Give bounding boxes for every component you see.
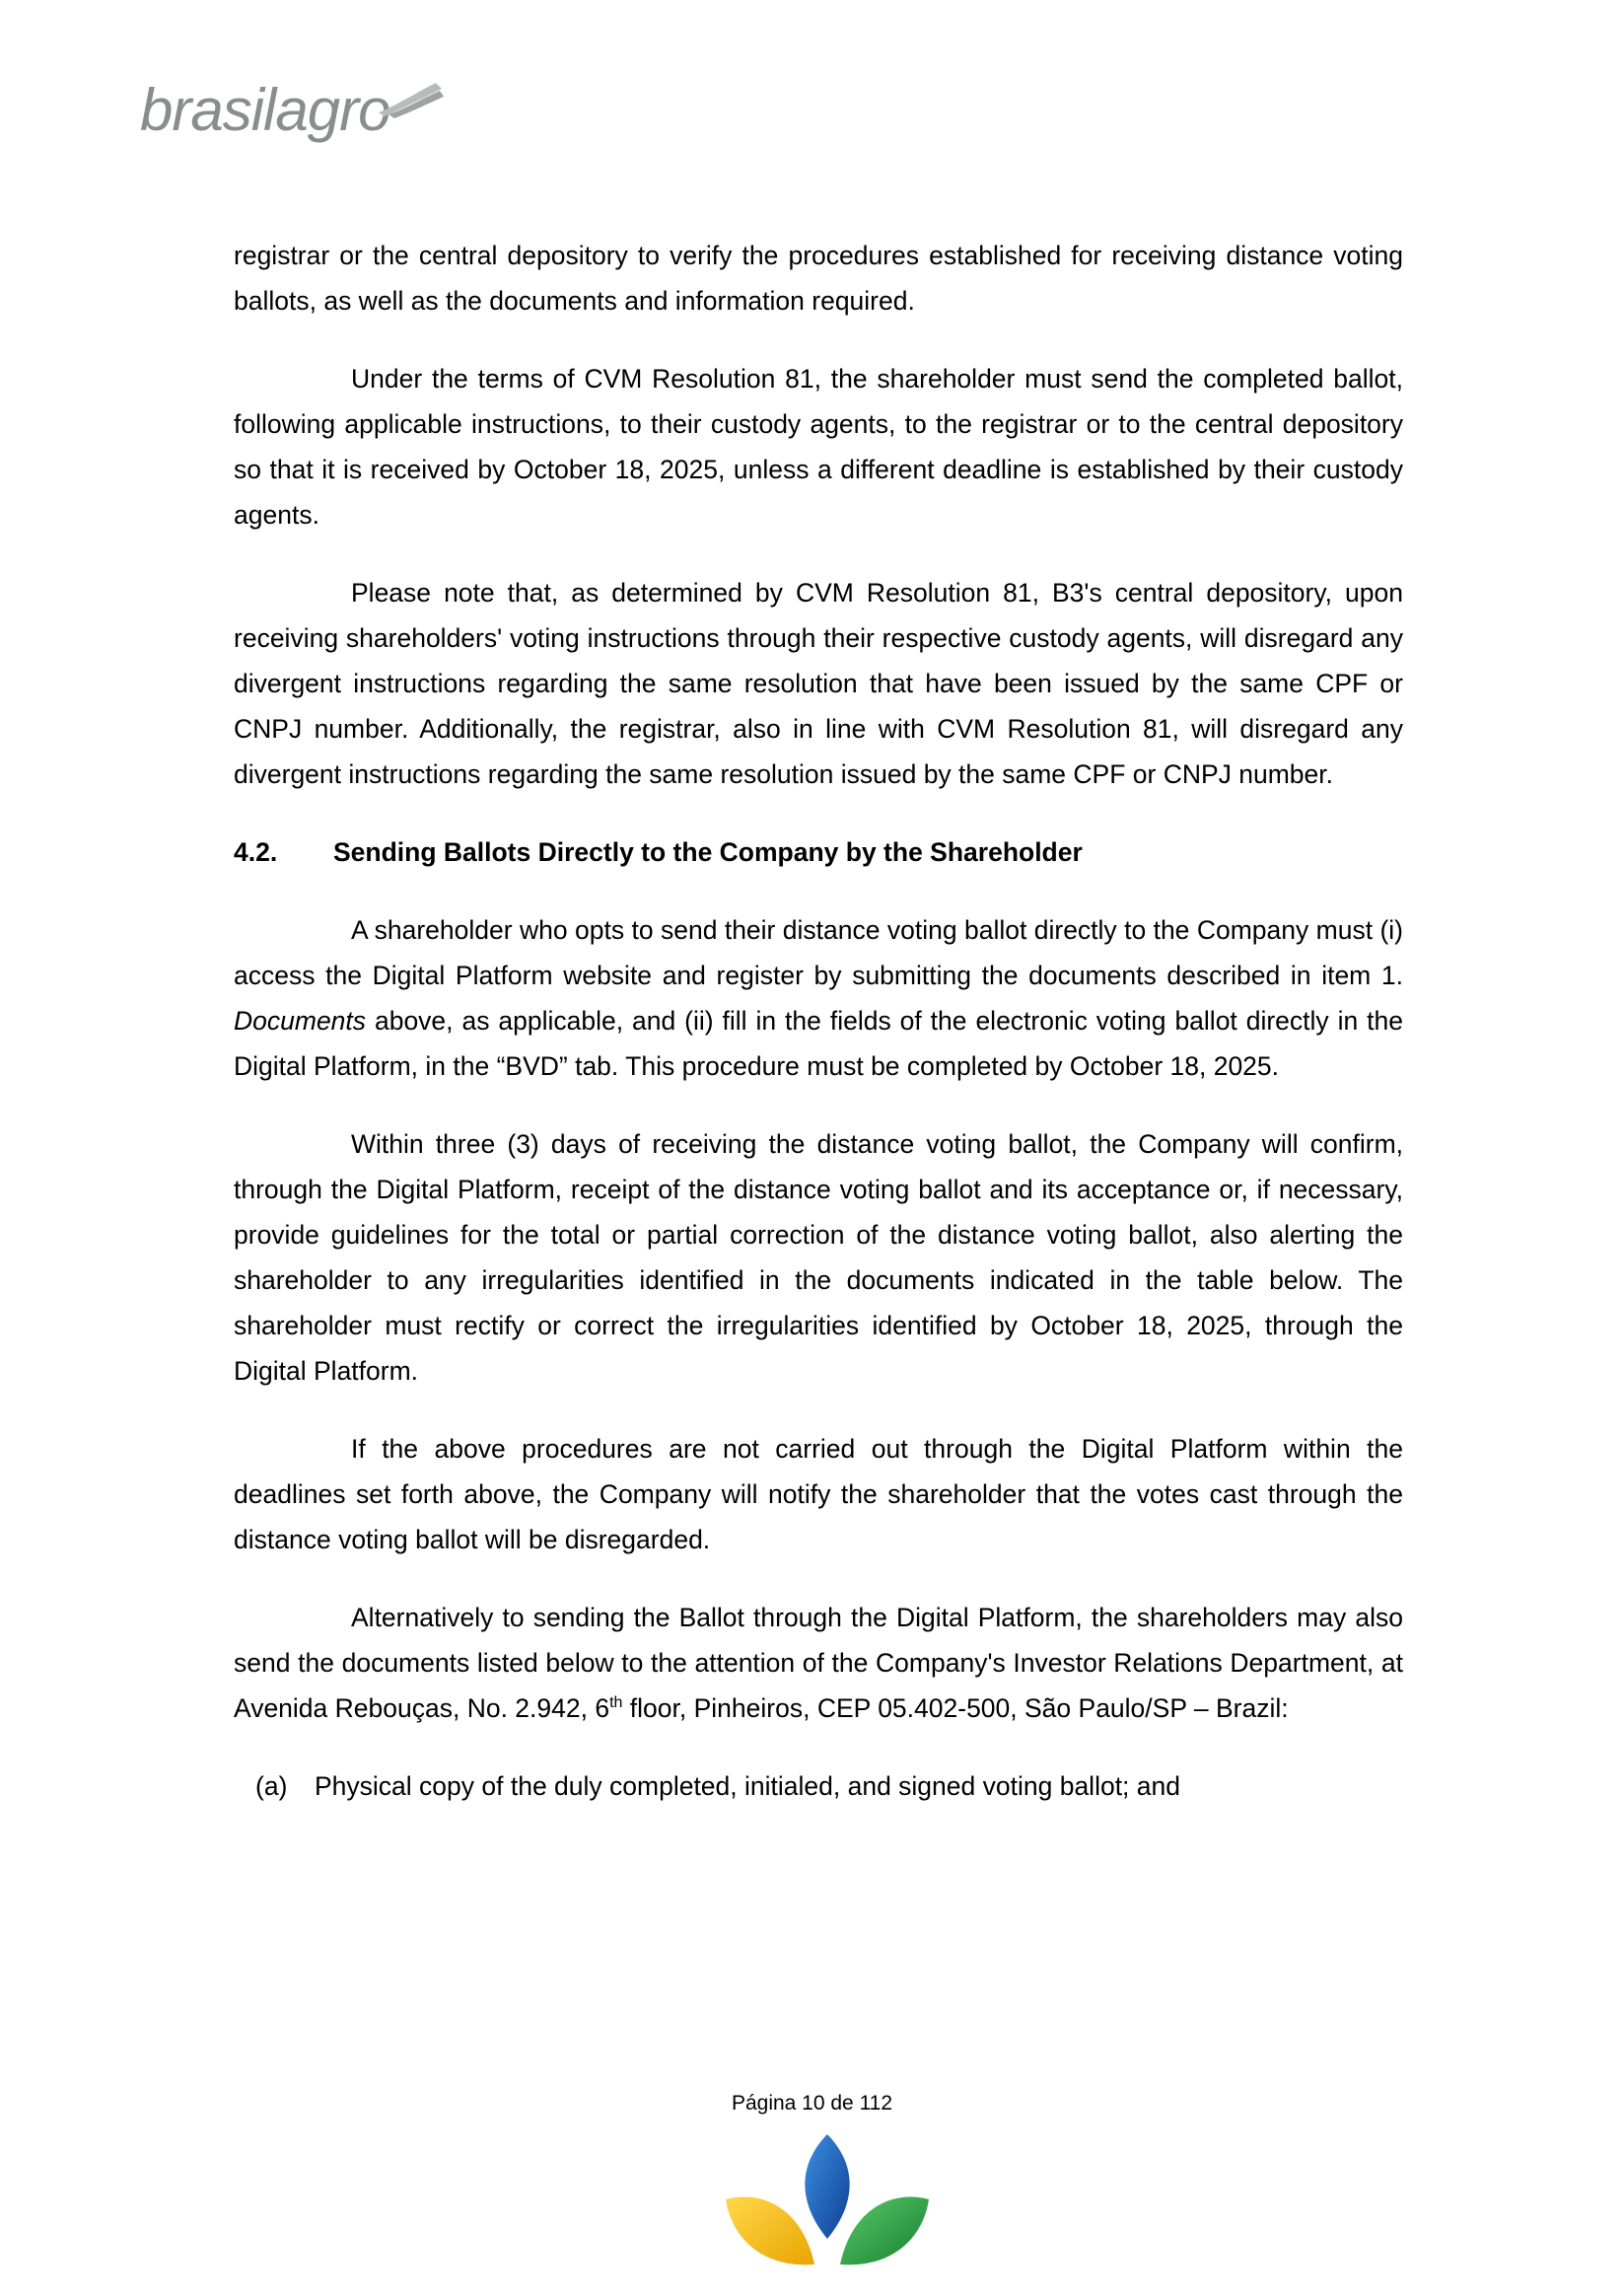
paragraph-6: If the above procedures are not carried out through the Digital Platform within the deadlines set forth above, the Company will notify the shareholder that the votes cast through the distance voting ballot will be disregarded. — [234, 1434, 1403, 1554]
list-item-text: Physical copy of the duly completed, initialed, and signed voting ballot; and — [315, 1771, 1180, 1801]
paragraph-7-text-a: Alternatively to sending the Ballot through the Digital Platform, the shareholders may also send the documents listed below to the attention of the Company's Investor Relations Department, at Avenida Rebouças, No. 2.942, 6 — [234, 1603, 1403, 1723]
paragraph-7-text-b: floor, Pinheiros, CEP 05.402-500, São Paulo/SP – Brazil: — [622, 1693, 1289, 1723]
logo-swoosh-icon — [377, 79, 446, 118]
paragraph-5: Within three (3) days of receiving the distance voting ballot, the Company will confirm, through the Digital Platform, receipt of the distance voting ballot and its acceptance or, if necessary, provide guidelines for the total or partial correction of the distance voting ballot, also alerting the shareholder to any irregularities identified in the documents indicated in the table below. The shareholder must rectify or correct the irregularities identified by October 18, 2025, through the Digital Platform. — [234, 1129, 1403, 1386]
paragraph-7 — [234, 1595, 1403, 1731]
page-number: Página 10 de 112 — [731, 2092, 893, 2115]
document-body — [234, 233, 1403, 1809]
section-number: 4.2. — [234, 837, 278, 867]
list-marker: (a) — [255, 1771, 288, 1801]
paragraph-4-text-b: above, as applicable, and (ii) fill in the fields of the electronic voting ballot directly in the Digital Platform, in the “BVD” tab. This procedure must be completed by October 18, 2025. — [234, 1006, 1403, 1081]
paragraph-1: registrar or the central depository to verify the procedures established for receiving distance voting ballots, as well as the documents and information required. — [234, 241, 1403, 316]
list-item — [234, 1763, 1403, 1809]
logo-wordmark: brasilagro — [140, 77, 390, 143]
documents-reference: Documents — [234, 1006, 367, 1036]
ordinal-superscript: th — [609, 1694, 623, 1712]
company-logo — [140, 71, 446, 150]
section-title: Sending Ballots Directly to the Company by the Shareholder — [333, 837, 1083, 867]
paragraph-4 — [234, 907, 1403, 1089]
paragraph-2: Under the terms of CVM Resolution 81, the shareholder must send the completed ballot, following applicable instructions, to their custody agents, to the registrar or to the central depository so that it is received by October 18, 2025, unless a different deadline is established by their custody agents. — [234, 364, 1403, 530]
leaf-emblem-icon — [724, 2130, 931, 2268]
section-heading — [234, 829, 1403, 875]
paragraph-3: Please note that, as determined by CVM Resolution 81, B3's central depository, upon receiving shareholders' voting instructions through their respective custody agents, will disregard any divergent instructions regarding the same resolution that have been issued by the same CPF or CNPJ number. Additionally, the registrar, also in line with CVM Resolution 81, will disregard any divergent instructions regarding the same resolution issued by the same CPF or CNPJ number. — [234, 578, 1403, 789]
paragraph-4-text-a: A shareholder who opts to send their distance voting ballot directly to the Company must (i) access the Digital Platform website and register by submitting the documents described in item 1. — [234, 915, 1403, 990]
